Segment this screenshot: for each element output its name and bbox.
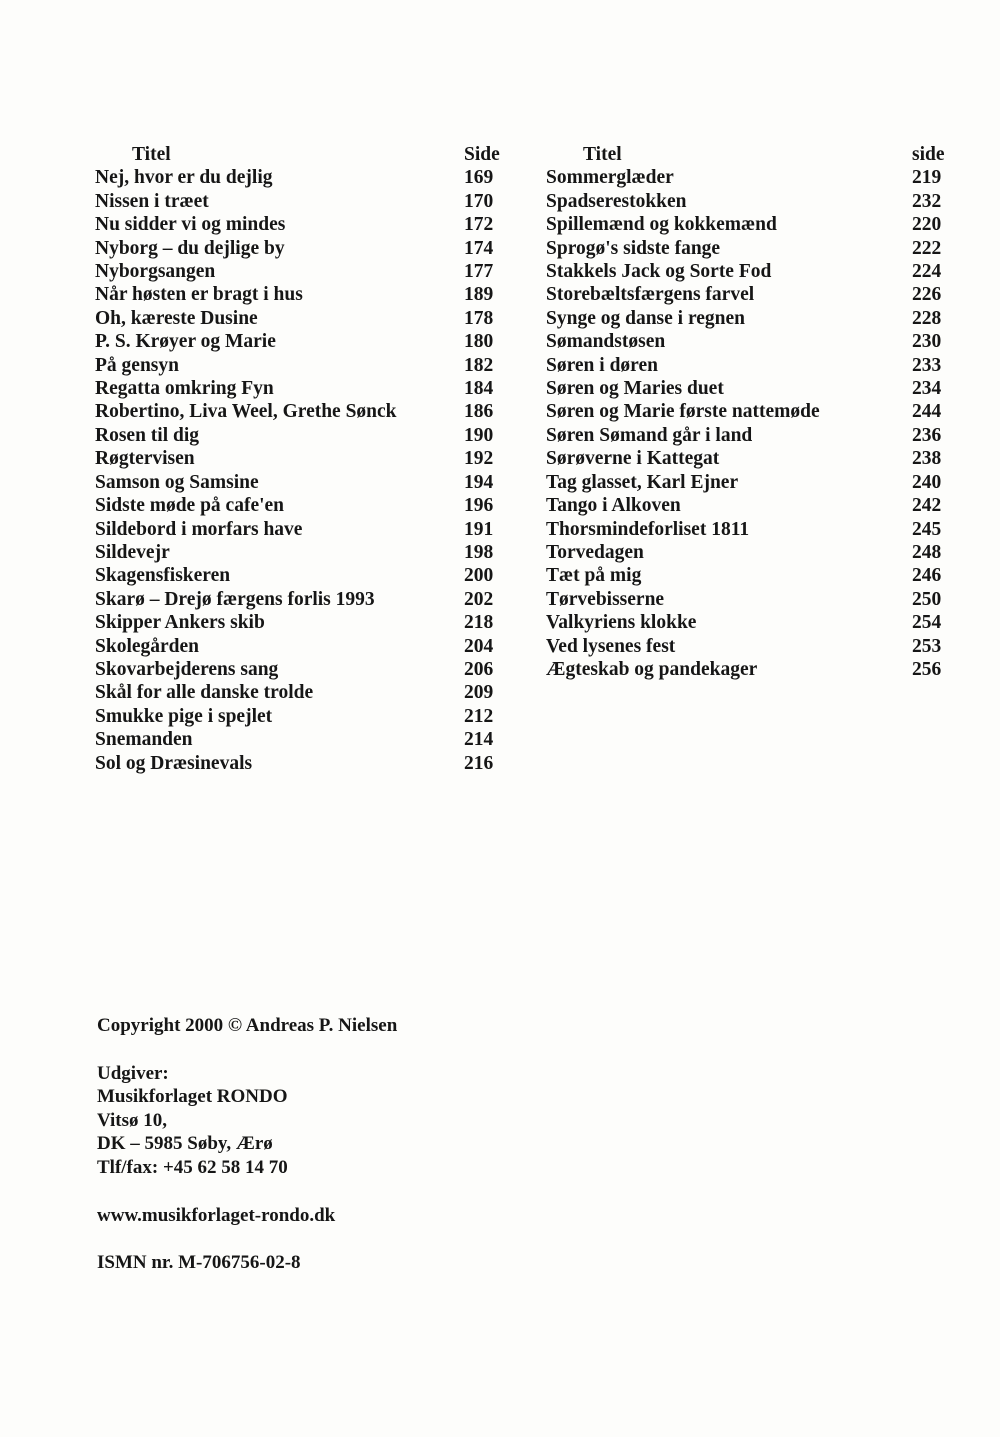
toc-entry-page: 219 — [912, 167, 942, 189]
toc-row — [95, 611, 514, 634]
toc-entry-title: Snemanden — [95, 729, 193, 751]
toc-entry-page: 189 — [464, 284, 494, 306]
toc-row — [95, 728, 514, 751]
toc-row — [95, 424, 514, 447]
toc-row — [95, 237, 514, 260]
toc-entry-title: Tæt på mig — [546, 565, 642, 587]
toc-entry-page: 172 — [464, 214, 494, 236]
toc-entry-page: 174 — [464, 237, 494, 259]
toc-entry-title: Rosen til dig — [95, 424, 200, 446]
toc-entry-title: Ægteskab og pandekager — [546, 658, 758, 680]
toc-entry-title: Stakkels Jack og Sorte Fod — [546, 261, 772, 283]
toc-entry-page: 222 — [912, 237, 942, 259]
toc-entry-page: 244 — [912, 401, 942, 423]
toc-row — [95, 166, 514, 189]
toc-row — [546, 400, 962, 423]
toc-row — [546, 237, 962, 260]
toc-entry-title: Storebæltsfærgens farvel — [546, 284, 755, 306]
toc-entry-title: Nu sidder vi og mindes — [95, 214, 286, 236]
toc-entry-title: Regatta omkring Fyn — [95, 378, 274, 400]
toc-entry-page: 230 — [912, 331, 942, 353]
toc-entry-page: 224 — [912, 261, 942, 283]
toc-row — [546, 635, 962, 658]
toc-entry-title: Valkyriens klokke — [546, 612, 697, 634]
toc-row — [95, 471, 514, 494]
toc-entry-title: Spadserestokken — [546, 190, 687, 212]
toc-entry-page: 228 — [912, 307, 942, 329]
toc-entry-title: Synge og danse i regnen — [546, 307, 745, 329]
toc-row — [95, 494, 514, 517]
toc-table-right — [546, 143, 962, 681]
toc-entry-title: Skagensfiskeren — [95, 565, 231, 587]
toc-row — [95, 354, 514, 377]
toc-entry-page: 186 — [464, 401, 494, 423]
toc-entry-title: Sidste møde på cafe'en — [95, 495, 285, 517]
toc-row — [546, 588, 962, 611]
ismn-block — [97, 1251, 397, 1275]
toc-row — [95, 635, 514, 658]
phone-number: Tlf/fax: +45 62 58 14 70 — [97, 1156, 288, 1178]
toc-entry-page: 232 — [912, 190, 942, 212]
toc-entry-title: Skolegården — [95, 635, 200, 657]
toc-row — [95, 752, 514, 775]
toc-entry-page: 184 — [464, 378, 494, 400]
toc-entry-title: Nyborg – du dejlige by — [95, 237, 285, 259]
toc-row — [546, 518, 962, 541]
toc-entry-page: 218 — [464, 612, 494, 634]
toc-entry-page: 250 — [912, 588, 942, 610]
toc-row — [546, 260, 962, 283]
toc-row — [95, 705, 514, 728]
toc-entry-title: Oh, kæreste Dusine — [95, 307, 258, 329]
toc-entry-title: Når høsten er bragt i hus — [95, 284, 303, 306]
toc-entry-title: På gensyn — [95, 354, 179, 376]
toc-row — [546, 213, 962, 236]
publisher-block — [97, 1062, 397, 1180]
toc-row — [546, 494, 962, 517]
toc-row — [546, 447, 962, 470]
toc-entry-page: 177 — [464, 261, 494, 283]
toc-entry-title: Søren Sømand går i land — [546, 424, 753, 446]
toc-row — [546, 330, 962, 353]
toc-entry-page: 182 — [464, 354, 494, 376]
copyright-text: Copyright 2000 © Andreas P. Nielsen — [97, 1015, 398, 1036]
toc-entry-page: 170 — [464, 190, 494, 212]
toc-entry-title: Søren i døren — [546, 354, 658, 376]
toc-row — [95, 283, 514, 306]
toc-entry-page: 253 — [912, 635, 942, 657]
toc-entry-title: Røgtervisen — [95, 448, 195, 470]
toc-entry-page: 191 — [464, 518, 494, 540]
toc-header-page: side — [912, 144, 945, 165]
toc-entry-page: 198 — [464, 541, 494, 563]
toc-row — [546, 564, 962, 587]
toc-header-title: Titel — [583, 144, 622, 165]
toc-entry-title: Nissen i træet — [95, 190, 209, 212]
toc-entry-page: 206 — [464, 658, 494, 680]
toc-entry-title: Skovarbejderens sang — [95, 658, 279, 680]
toc-row — [546, 166, 962, 189]
toc-entry-page: 236 — [912, 424, 942, 446]
toc-entry-page: 212 — [464, 705, 494, 727]
toc-entry-page: 202 — [464, 588, 494, 610]
website-block — [97, 1204, 397, 1228]
address-city: DK – 5985 Søby, Ærø — [97, 1133, 273, 1155]
toc-header-title: Titel — [132, 144, 171, 165]
toc-entry-page: 214 — [464, 729, 494, 751]
toc-row — [546, 471, 962, 494]
toc-row — [95, 330, 514, 353]
toc-entry-title: Tag glasset, Karl Ejner — [546, 471, 739, 493]
toc-row — [95, 400, 514, 423]
toc-entry-page: 200 — [464, 565, 494, 587]
toc-row — [95, 564, 514, 587]
toc-entry-page: 256 — [912, 658, 942, 680]
toc-row — [95, 260, 514, 283]
toc-entry-title: Skipper Ankers skib — [95, 612, 265, 634]
toc-table-left — [95, 143, 514, 775]
toc-row — [95, 377, 514, 400]
toc-entry-page: 192 — [464, 448, 494, 470]
toc-entry-page: 233 — [912, 354, 942, 376]
toc-row — [546, 377, 962, 400]
toc-entry-title: Thorsmindeforliset 1811 — [546, 518, 750, 540]
toc-entry-page: 178 — [464, 307, 494, 329]
toc-entry-page: 245 — [912, 518, 942, 540]
toc-entry-title: Søren og Maries duet — [546, 378, 724, 400]
toc-entry-page: 240 — [912, 471, 942, 493]
toc-row — [95, 681, 514, 704]
website-link[interactable]: www.musikforlaget-rondo.dk — [97, 1204, 336, 1226]
toc-entry-title: Skål for alle danske trolde — [95, 682, 314, 704]
address-street: Vitsø 10, — [97, 1109, 168, 1131]
toc-entry-page: 209 — [464, 682, 494, 704]
toc-header-row — [546, 143, 962, 166]
toc-entry-title: Sømandstøsen — [546, 331, 666, 353]
toc-entry-title: Ved lysenes fest — [546, 635, 676, 657]
toc-entry-title: Torvedagen — [546, 541, 644, 563]
imprint — [97, 1014, 397, 1299]
toc-row — [95, 307, 514, 330]
toc-entry-title: Skarø – Drejø færgens forlis 1993 — [95, 588, 375, 610]
toc-entry-page: 234 — [912, 378, 942, 400]
toc-body-left — [95, 166, 514, 775]
toc-body-right — [546, 166, 962, 681]
toc-entry-title: Samson og Samsine — [95, 471, 259, 493]
toc-entry-title: Tango i Alkoven — [546, 495, 681, 517]
toc-entry-page: 169 — [464, 167, 494, 189]
toc-entry-title: Nyborgsangen — [95, 261, 216, 283]
toc-entry-page: 254 — [912, 612, 942, 634]
toc-entry-page: 190 — [464, 424, 494, 446]
toc-entry-page: 204 — [464, 635, 494, 657]
toc-entry-page: 196 — [464, 495, 494, 517]
toc-entry-title: Sommerglæder — [546, 167, 674, 189]
toc-entry-page: 248 — [912, 541, 942, 563]
toc-entry-page: 180 — [464, 331, 494, 353]
toc-entry-title: Tørvebisserne — [546, 588, 665, 610]
ismn-number: ISMN nr. M-706756-02-8 — [97, 1252, 301, 1274]
toc-row — [546, 541, 962, 564]
toc-row — [546, 611, 962, 634]
toc-row — [546, 354, 962, 377]
toc-row — [95, 447, 514, 470]
publisher-label: Udgiver: — [97, 1062, 169, 1084]
toc-entry-title: Sildevejr — [95, 541, 170, 563]
toc-entry-title: Sol og Dræsinevals — [95, 752, 253, 774]
toc-entry-title: P. S. Krøyer og Marie — [95, 331, 276, 353]
toc-entry-title: Søren og Marie første nattemøde — [546, 401, 820, 423]
toc-entry-title: Sildebord i morfars have — [95, 518, 303, 540]
toc-row — [95, 190, 514, 213]
toc-entry-title: Robertino, Liva Weel, Grethe Sønck — [95, 401, 397, 423]
toc-header-page: Side — [464, 144, 500, 165]
toc-row — [546, 190, 962, 213]
copyright-notice — [97, 1014, 397, 1038]
toc-entry-title: Spillemænd og kokkemænd — [546, 214, 777, 236]
toc-row — [546, 424, 962, 447]
toc-entry-page: 242 — [912, 495, 942, 517]
toc-entry-page: 246 — [912, 565, 942, 587]
toc-row — [95, 588, 514, 611]
publisher-name: Musikforlaget RONDO — [97, 1086, 288, 1108]
toc-entry-page: 226 — [912, 284, 942, 306]
toc-entry-title: Sprogø's sidste fange — [546, 237, 721, 259]
toc-row — [95, 541, 514, 564]
toc-row — [95, 213, 514, 236]
toc-header-row — [95, 143, 514, 166]
toc-entry-page: 216 — [464, 752, 494, 774]
toc-entry-title: Sørøverne i Kattegat — [546, 448, 720, 470]
toc-entry-page: 238 — [912, 448, 942, 470]
toc-row — [95, 518, 514, 541]
toc-entry-title: Smukke pige i spejlet — [95, 705, 273, 727]
toc-entry-page: 220 — [912, 214, 942, 236]
toc-row — [546, 658, 962, 681]
toc-row — [95, 658, 514, 681]
toc-row — [546, 307, 962, 330]
toc-row — [546, 283, 962, 306]
toc-entry-title: Nej, hvor er du dejlig — [95, 167, 273, 189]
toc-entry-page: 194 — [464, 471, 494, 493]
